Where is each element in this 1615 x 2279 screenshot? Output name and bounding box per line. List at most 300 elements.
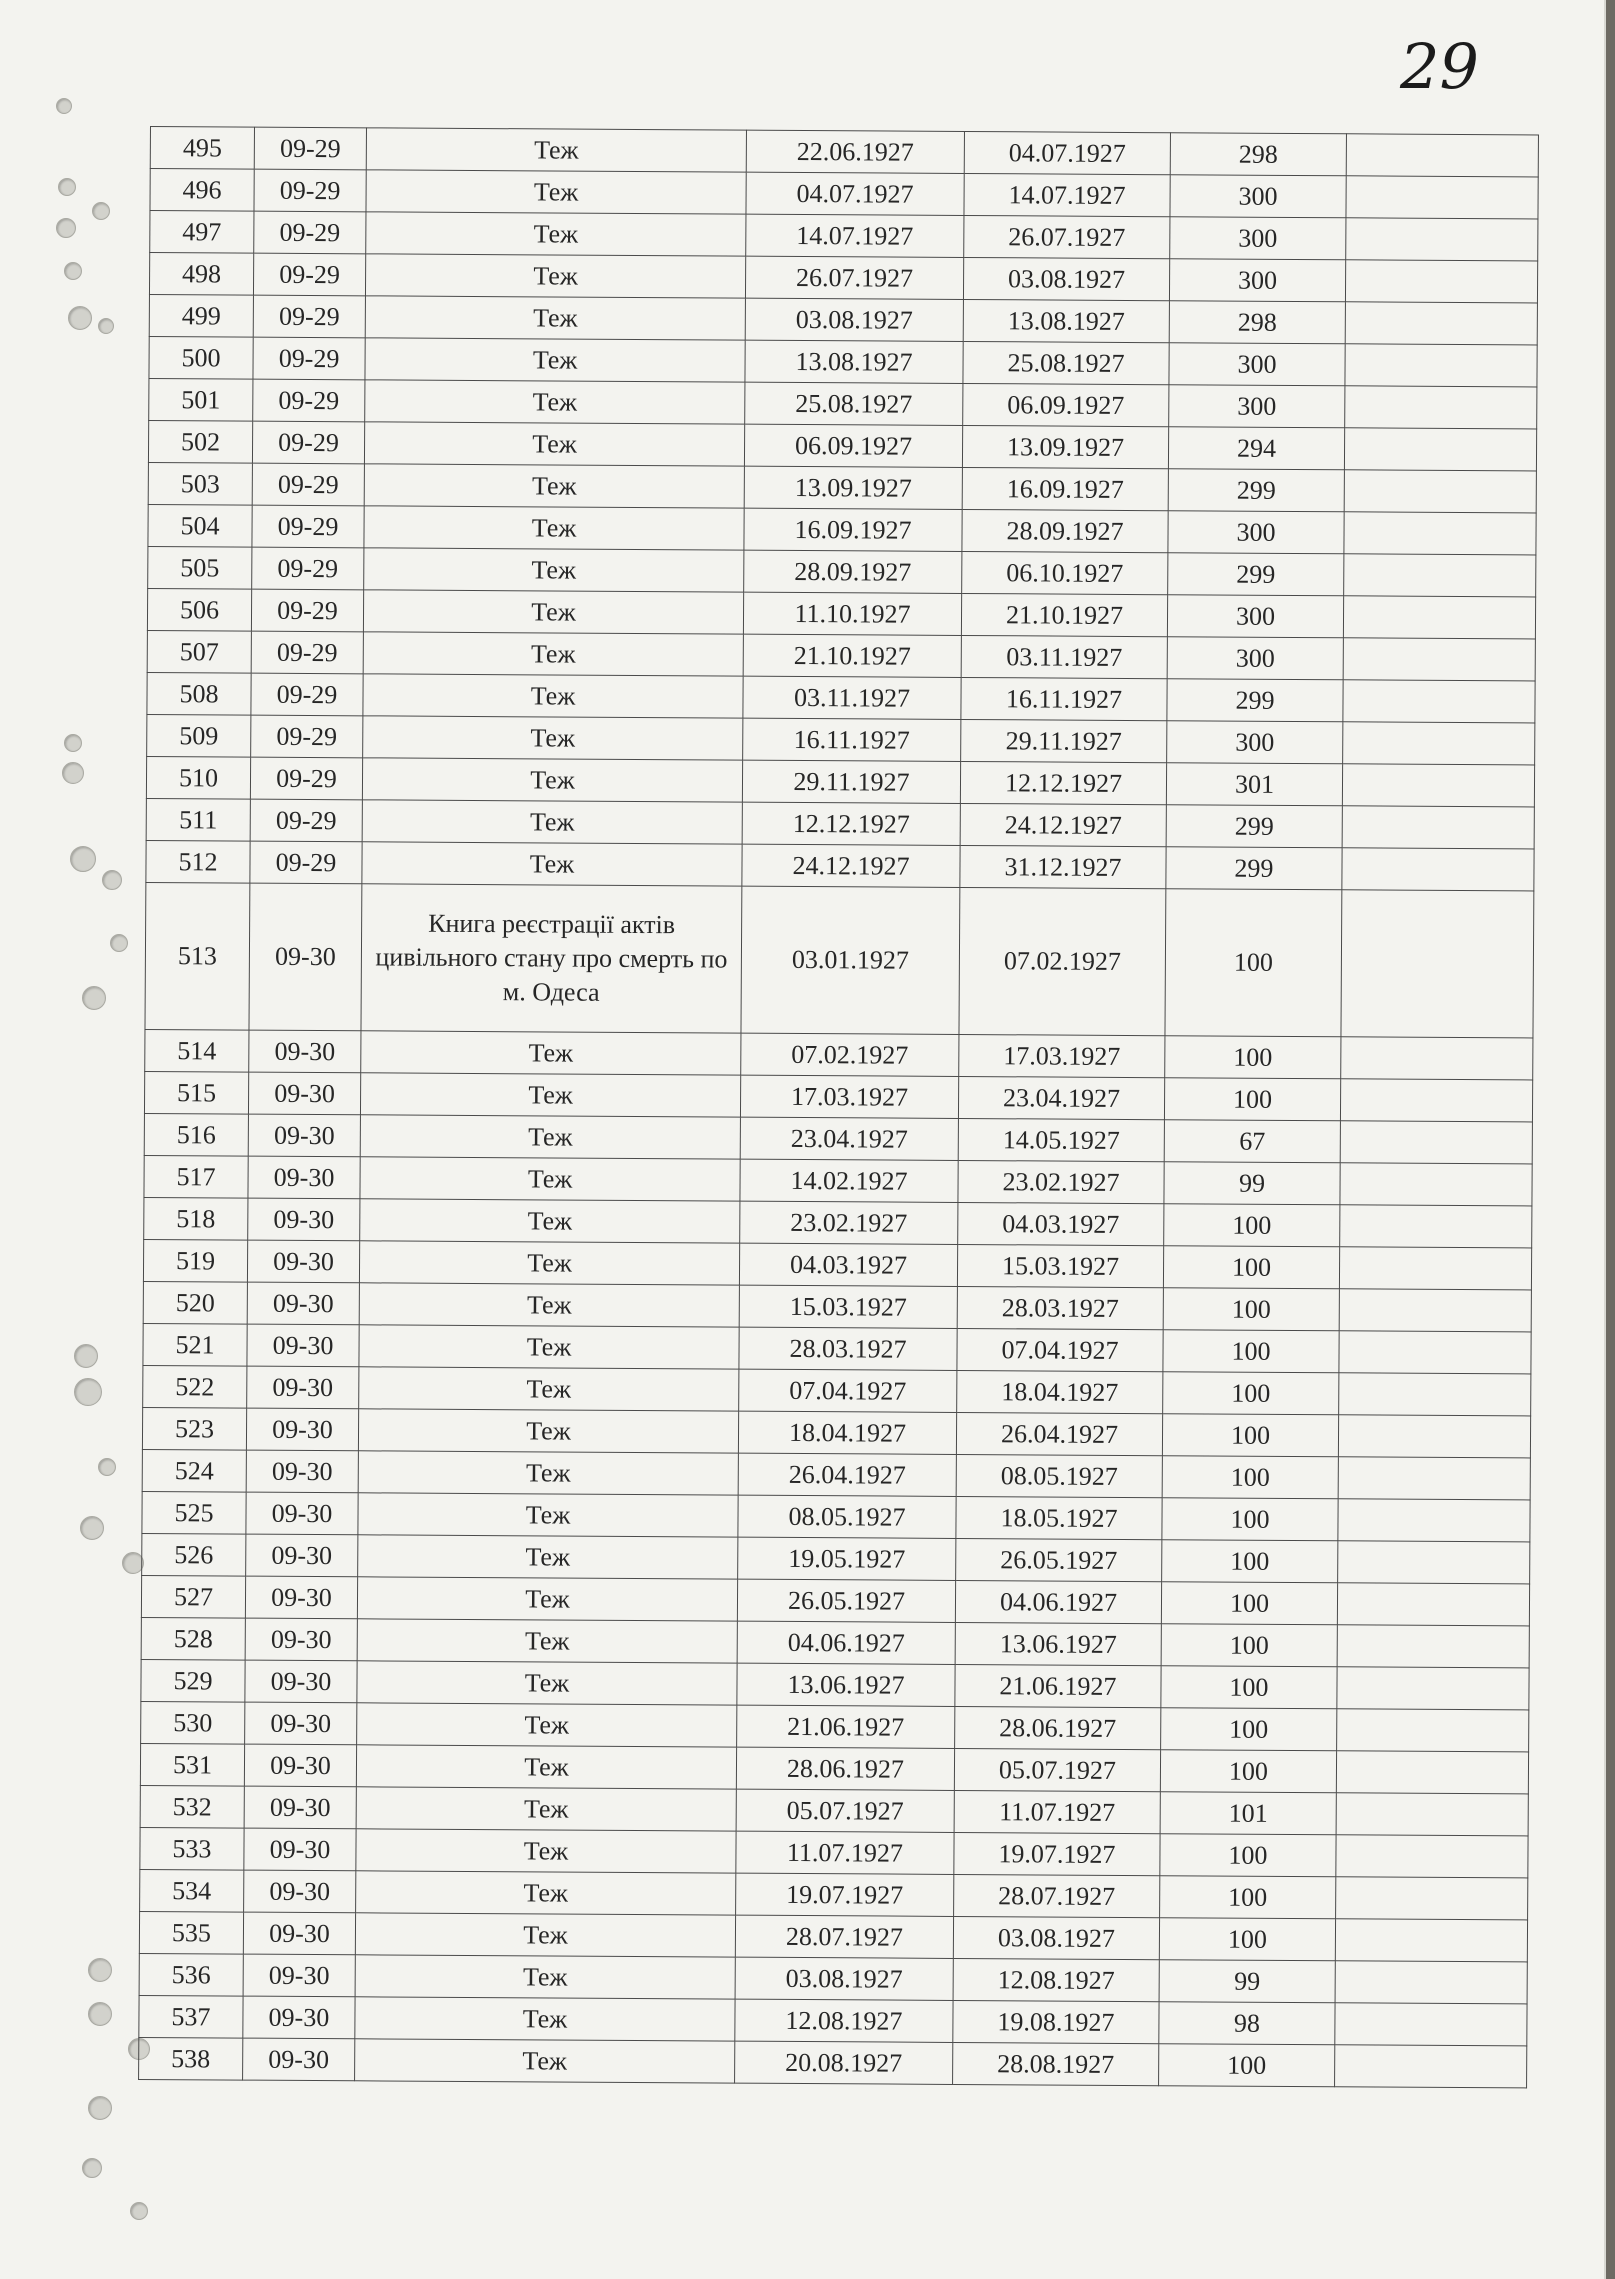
note-cell [1337, 1583, 1529, 1626]
start-date-cell: 28.09.1927 [744, 550, 962, 593]
sheet-count-cell: 100 [1162, 1498, 1338, 1541]
start-date-cell: 03.08.1927 [735, 1957, 953, 2000]
description-cell: Теж [356, 1829, 736, 1873]
fund-code-cell: 09-30 [246, 1534, 358, 1577]
start-date-cell: 05.07.1927 [736, 1789, 954, 1832]
end-date-cell: 14.05.1927 [958, 1118, 1164, 1161]
row-number-cell: 528 [141, 1617, 245, 1660]
end-date-cell: 16.11.1927 [961, 677, 1167, 720]
row-number-cell: 529 [141, 1659, 245, 1702]
note-cell [1344, 554, 1536, 597]
end-date-cell: 14.07.1927 [964, 173, 1170, 216]
fund-code-cell: 09-29 [250, 799, 362, 842]
punch-hole [88, 1958, 112, 1982]
sheet-count-cell: 100 [1161, 1582, 1337, 1625]
end-date-cell: 03.08.1927 [953, 1916, 1159, 1959]
sheet-count-cell: 100 [1165, 1036, 1341, 1079]
start-date-cell: 19.05.1927 [738, 1537, 956, 1580]
description-cell: Книга реєстрації актів цивільного стану про смерть по м. Одеса [361, 884, 742, 1033]
fund-code-cell: 09-30 [246, 1492, 358, 1535]
fund-code-cell: 09-29 [254, 127, 366, 170]
fund-code-cell: 09-29 [250, 841, 362, 884]
row-number-cell: 510 [146, 756, 250, 799]
description-cell: Теж [355, 1913, 735, 1957]
row-number-cell: 499 [149, 294, 253, 337]
note-cell [1339, 1247, 1531, 1290]
row-number-cell: 495 [150, 127, 254, 170]
note-cell [1335, 2003, 1527, 2046]
start-date-cell: 06.09.1927 [744, 424, 962, 467]
fund-code-cell: 09-30 [247, 1366, 359, 1409]
end-date-cell: 06.09.1927 [963, 383, 1169, 426]
handwritten-page-number: 29 [1400, 30, 1479, 103]
punch-hole [56, 218, 76, 238]
description-cell: Теж [357, 1661, 737, 1705]
fund-code-cell: 09-30 [244, 1870, 356, 1913]
start-date-cell: 26.05.1927 [737, 1579, 955, 1622]
start-date-cell: 14.07.1927 [746, 214, 964, 257]
fund-code-cell: 09-30 [247, 1324, 359, 1367]
table-row [145, 882, 1534, 1037]
start-date-cell: 28.03.1927 [739, 1327, 957, 1370]
row-number-cell: 507 [147, 630, 251, 673]
note-cell [1345, 386, 1537, 429]
description-cell: Теж [359, 1241, 739, 1285]
row-number-cell: 534 [140, 1869, 244, 1912]
description-cell: Теж [359, 1325, 739, 1369]
sheet-count-cell: 299 [1166, 805, 1342, 848]
sheet-count-cell: 300 [1167, 721, 1343, 764]
end-date-cell: 18.05.1927 [956, 1496, 1162, 1539]
punch-hole [74, 1344, 98, 1368]
row-number-cell: 538 [139, 2037, 243, 2080]
end-date-cell: 03.11.1927 [961, 635, 1167, 678]
start-date-cell: 28.06.1927 [736, 1747, 954, 1790]
start-date-cell: 03.01.1927 [741, 886, 960, 1034]
sheet-count-cell: 294 [1168, 427, 1344, 470]
sheet-count-cell: 101 [1160, 1792, 1336, 1835]
start-date-cell: 04.06.1927 [737, 1621, 955, 1664]
sheet-count-cell: 100 [1161, 1708, 1337, 1751]
note-cell [1345, 260, 1537, 303]
start-date-cell: 22.06.1927 [746, 130, 964, 173]
row-number-cell: 509 [147, 714, 251, 757]
sheet-count-cell: 99 [1159, 1960, 1335, 2003]
fund-code-cell: 09-30 [248, 1114, 360, 1157]
punch-hole [98, 318, 114, 334]
fund-code-cell: 09-30 [243, 1912, 355, 1955]
sheet-count-cell: 100 [1160, 1750, 1336, 1793]
row-number-cell: 501 [149, 378, 253, 421]
note-cell [1346, 218, 1538, 261]
fund-code-cell: 09-29 [253, 337, 365, 380]
description-cell: Теж [365, 380, 745, 424]
description-cell: Теж [365, 338, 745, 382]
note-cell [1336, 1751, 1528, 1794]
end-date-cell: 23.02.1927 [958, 1160, 1164, 1203]
fund-code-cell: 09-29 [253, 379, 365, 422]
fund-code-cell: 09-30 [244, 1828, 356, 1871]
start-date-cell: 12.08.1927 [735, 1999, 953, 2042]
row-number-cell: 512 [146, 840, 250, 883]
sheet-count-cell: 299 [1168, 469, 1344, 512]
description-cell: Теж [365, 296, 745, 340]
row-number-cell: 521 [143, 1323, 247, 1366]
punch-hole [88, 2002, 112, 2026]
sheet-count-cell: 100 [1164, 1078, 1340, 1121]
start-date-cell: 04.03.1927 [739, 1243, 957, 1286]
description-cell: Теж [360, 1073, 740, 1117]
note-cell [1344, 512, 1536, 555]
end-date-cell: 19.07.1927 [954, 1832, 1160, 1875]
note-cell [1341, 890, 1534, 1038]
row-number-cell: 520 [143, 1281, 247, 1324]
start-date-cell: 15.03.1927 [739, 1285, 957, 1328]
sheet-count-cell: 67 [1164, 1120, 1340, 1163]
row-number-cell: 514 [145, 1029, 249, 1072]
row-number-cell: 513 [145, 882, 250, 1030]
start-date-cell: 12.12.1927 [742, 802, 960, 845]
end-date-cell: 19.08.1927 [953, 2000, 1159, 2043]
row-number-cell: 522 [143, 1365, 247, 1408]
sheet-count-cell: 298 [1169, 301, 1345, 344]
end-date-cell: 12.08.1927 [953, 1958, 1159, 2001]
fund-code-cell: 09-30 [247, 1282, 359, 1325]
row-number-cell: 527 [141, 1575, 245, 1618]
description-cell: Теж [355, 1955, 735, 1999]
description-cell: Теж [356, 1745, 736, 1789]
end-date-cell: 24.12.1927 [960, 803, 1166, 846]
note-cell [1346, 134, 1538, 177]
sheet-count-cell: 299 [1168, 553, 1344, 596]
sheet-count-cell: 100 [1163, 1372, 1339, 1415]
end-date-cell: 12.12.1927 [960, 761, 1166, 804]
fund-code-cell: 09-30 [246, 1408, 358, 1451]
sheet-count-cell: 100 [1161, 1624, 1337, 1667]
row-number-cell: 503 [148, 462, 252, 505]
note-cell [1340, 1121, 1532, 1164]
fund-code-cell: 09-30 [248, 1198, 360, 1241]
description-cell: Теж [366, 128, 746, 172]
row-number-cell: 496 [150, 169, 254, 212]
row-number-cell: 517 [144, 1155, 248, 1198]
note-cell [1336, 1793, 1528, 1836]
note-cell [1336, 1835, 1528, 1878]
note-cell [1344, 470, 1536, 513]
start-date-cell: 11.10.1927 [743, 592, 961, 635]
description-cell: Теж [364, 548, 744, 592]
end-date-cell: 26.07.1927 [964, 215, 1170, 258]
fund-code-cell: 09-30 [244, 1786, 356, 1829]
description-cell: Теж [362, 758, 742, 802]
register-table-body [139, 127, 1539, 2088]
end-date-cell: 17.03.1927 [959, 1034, 1165, 1077]
start-date-cell: 24.12.1927 [742, 844, 960, 887]
row-number-cell: 535 [139, 1911, 243, 1954]
fund-code-cell: 09-29 [254, 211, 366, 254]
note-cell [1342, 764, 1534, 807]
note-cell [1340, 1079, 1532, 1122]
end-date-cell: 16.09.1927 [962, 467, 1168, 510]
table-row [139, 2037, 1527, 2087]
description-cell: Теж [363, 674, 743, 718]
description-cell: Теж [360, 1199, 740, 1243]
description-cell: Теж [360, 1157, 740, 1201]
sheet-count-cell: 100 [1160, 1876, 1336, 1919]
description-cell: Теж [364, 464, 744, 508]
start-date-cell: 23.04.1927 [740, 1117, 958, 1160]
end-date-cell: 18.04.1927 [957, 1370, 1163, 1413]
row-number-cell: 519 [143, 1239, 247, 1282]
end-date-cell: 05.07.1927 [954, 1748, 1160, 1791]
note-cell [1337, 1709, 1529, 1752]
end-date-cell: 25.08.1927 [963, 341, 1169, 384]
fund-code-cell: 09-30 [245, 1618, 357, 1661]
description-cell: Теж [364, 506, 744, 550]
note-cell [1340, 1163, 1532, 1206]
start-date-cell: 07.04.1927 [739, 1369, 957, 1412]
fund-code-cell: 09-29 [253, 295, 365, 338]
sheet-count-cell: 100 [1159, 1918, 1335, 1961]
note-cell [1335, 2045, 1527, 2088]
note-cell [1339, 1289, 1531, 1332]
sheet-count-cell: 100 [1161, 1666, 1337, 1709]
sheet-count-cell: 299 [1166, 847, 1342, 890]
start-date-cell: 08.05.1927 [738, 1495, 956, 1538]
start-date-cell: 26.07.1927 [745, 256, 963, 299]
start-date-cell: 28.07.1927 [735, 1915, 953, 1958]
register-table [138, 126, 1539, 2088]
fund-code-cell: 09-30 [245, 1576, 357, 1619]
punch-hole [98, 1458, 116, 1476]
end-date-cell: 04.07.1927 [964, 131, 1170, 174]
sheet-count-cell: 100 [1164, 1204, 1340, 1247]
note-cell [1345, 344, 1537, 387]
row-number-cell: 526 [142, 1533, 246, 1576]
start-date-cell: 17.03.1927 [740, 1075, 958, 1118]
start-date-cell: 21.10.1927 [743, 634, 961, 677]
start-date-cell: 04.07.1927 [746, 172, 964, 215]
note-cell [1338, 1415, 1530, 1458]
punch-hole [82, 986, 106, 1010]
punch-hole [74, 1378, 102, 1406]
end-date-cell: 28.07.1927 [954, 1874, 1160, 1917]
start-date-cell: 13.08.1927 [745, 340, 963, 383]
fund-code-cell: 09-30 [243, 2038, 355, 2081]
fund-code-cell: 09-30 [249, 883, 362, 1031]
start-date-cell: 20.08.1927 [735, 2041, 953, 2084]
start-date-cell: 25.08.1927 [745, 382, 963, 425]
note-cell [1335, 1919, 1527, 1962]
description-cell: Теж [358, 1535, 738, 1579]
row-number-cell: 525 [142, 1491, 246, 1534]
description-cell: Теж [360, 1115, 740, 1159]
fund-code-cell: 09-29 [251, 715, 363, 758]
end-date-cell: 07.02.1927 [959, 887, 1166, 1035]
note-cell [1343, 638, 1535, 681]
row-number-cell: 532 [140, 1785, 244, 1828]
punch-hole [56, 98, 72, 114]
end-date-cell: 04.03.1927 [958, 1202, 1164, 1245]
description-cell: Теж [362, 800, 742, 844]
description-cell: Теж [357, 1577, 737, 1621]
punch-hole [88, 2096, 112, 2120]
sheet-count-cell: 100 [1165, 889, 1342, 1037]
description-cell: Теж [355, 1997, 735, 2041]
note-cell [1339, 1373, 1531, 1416]
note-cell [1338, 1541, 1530, 1584]
sheet-count-cell: 300 [1170, 175, 1346, 218]
description-cell: Теж [366, 170, 746, 214]
fund-code-cell: 09-30 [249, 1030, 361, 1073]
start-date-cell: 03.11.1927 [743, 676, 961, 719]
end-date-cell: 28.06.1927 [955, 1706, 1161, 1749]
row-number-cell: 531 [140, 1743, 244, 1786]
row-number-cell: 502 [148, 420, 252, 463]
sheet-count-cell: 301 [1166, 763, 1342, 806]
fund-code-cell: 09-29 [251, 631, 363, 674]
start-date-cell: 19.07.1927 [736, 1873, 954, 1916]
end-date-cell: 13.08.1927 [963, 299, 1169, 342]
sheet-count-cell: 300 [1168, 511, 1344, 554]
description-cell: Теж [363, 716, 743, 760]
description-cell: Теж [365, 254, 745, 298]
sheet-count-cell: 100 [1159, 2044, 1335, 2087]
fund-code-cell: 09-30 [243, 1954, 355, 1997]
fund-code-cell: 09-29 [252, 505, 364, 548]
punch-hole [82, 2158, 102, 2178]
end-date-cell: 28.03.1927 [957, 1286, 1163, 1329]
fund-code-cell: 09-30 [244, 1744, 356, 1787]
note-cell [1346, 176, 1538, 219]
description-cell: Теж [366, 212, 746, 256]
fund-code-cell: 09-29 [252, 463, 364, 506]
sheet-count-cell: 100 [1162, 1540, 1338, 1583]
end-date-cell: 11.07.1927 [954, 1790, 1160, 1833]
sheet-count-cell: 300 [1169, 259, 1345, 302]
end-date-cell: 29.11.1927 [961, 719, 1167, 762]
end-date-cell: 04.06.1927 [955, 1580, 1161, 1623]
description-cell: Теж [359, 1367, 739, 1411]
fund-code-cell: 09-29 [250, 757, 362, 800]
end-date-cell: 13.09.1927 [962, 425, 1168, 468]
end-date-cell: 15.03.1927 [957, 1244, 1163, 1287]
row-number-cell: 508 [147, 672, 251, 715]
end-date-cell: 28.09.1927 [962, 509, 1168, 552]
description-cell: Теж [362, 842, 742, 886]
sheet-count-cell: 98 [1159, 2002, 1335, 2045]
description-cell: Теж [358, 1409, 738, 1453]
punch-hole [80, 1516, 104, 1540]
start-date-cell: 13.09.1927 [744, 466, 962, 509]
start-date-cell: 07.02.1927 [741, 1033, 959, 1076]
sheet-count-cell: 100 [1162, 1414, 1338, 1457]
fund-code-cell: 09-30 [245, 1660, 357, 1703]
punch-hole [110, 934, 128, 952]
note-cell [1345, 302, 1537, 345]
end-date-cell: 21.10.1927 [961, 593, 1167, 636]
start-date-cell: 18.04.1927 [738, 1411, 956, 1454]
note-cell [1337, 1625, 1529, 1668]
row-number-cell: 515 [144, 1071, 248, 1114]
description-cell: Теж [356, 1787, 736, 1831]
row-number-cell: 498 [149, 253, 253, 296]
note-cell [1339, 1331, 1531, 1374]
sheet-count-cell: 100 [1160, 1834, 1336, 1877]
fund-code-cell: 09-29 [251, 673, 363, 716]
punch-hole [58, 178, 76, 196]
sheet-count-cell: 300 [1167, 595, 1343, 638]
description-cell: Теж [359, 1283, 739, 1327]
note-cell [1343, 680, 1535, 723]
end-date-cell: 23.04.1927 [958, 1076, 1164, 1119]
fund-code-cell: 09-30 [248, 1072, 360, 1115]
start-date-cell: 13.06.1927 [737, 1663, 955, 1706]
row-number-cell: 504 [148, 504, 252, 547]
description-cell: Теж [358, 1451, 738, 1495]
description-cell: Теж [358, 1493, 738, 1537]
description-cell: Теж [363, 590, 743, 634]
note-cell [1338, 1499, 1530, 1542]
note-cell [1340, 1205, 1532, 1248]
start-date-cell: 16.09.1927 [744, 508, 962, 551]
start-date-cell: 03.08.1927 [745, 298, 963, 341]
row-number-cell: 524 [142, 1449, 246, 1492]
row-number-cell: 516 [144, 1113, 248, 1156]
punch-hole [70, 846, 96, 872]
start-date-cell: 11.07.1927 [736, 1831, 954, 1874]
fund-code-cell: 09-30 [247, 1240, 359, 1283]
punch-hole [68, 306, 92, 330]
fund-code-cell: 09-29 [252, 547, 364, 590]
description-cell: Теж [355, 2039, 735, 2083]
note-cell [1336, 1877, 1528, 1920]
description-cell: Теж [361, 1031, 741, 1075]
end-date-cell: 26.04.1927 [956, 1412, 1162, 1455]
note-cell [1342, 848, 1534, 891]
row-number-cell: 500 [149, 336, 253, 379]
end-date-cell: 08.05.1927 [956, 1454, 1162, 1497]
note-cell [1338, 1457, 1530, 1500]
description-cell: Теж [363, 632, 743, 676]
fund-code-cell: 09-30 [245, 1702, 357, 1745]
description-cell: Теж [357, 1703, 737, 1747]
fund-code-cell: 09-29 [252, 421, 364, 464]
end-date-cell: 06.10.1927 [962, 551, 1168, 594]
note-cell [1335, 1961, 1527, 2004]
start-date-cell: 21.06.1927 [737, 1705, 955, 1748]
fund-code-cell: 09-30 [246, 1450, 358, 1493]
end-date-cell: 26.05.1927 [956, 1538, 1162, 1581]
note-cell [1343, 722, 1535, 765]
sheet-count-cell: 300 [1169, 343, 1345, 386]
sheet-count-cell: 100 [1163, 1246, 1339, 1289]
note-cell [1344, 428, 1536, 471]
punch-hole [92, 202, 110, 220]
row-number-cell: 537 [139, 1995, 243, 2038]
row-number-cell: 530 [141, 1701, 245, 1744]
punch-hole [64, 734, 82, 752]
note-cell [1341, 1037, 1533, 1080]
description-cell: Теж [364, 422, 744, 466]
sheet-count-cell: 100 [1162, 1456, 1338, 1499]
fund-code-cell: 09-29 [253, 253, 365, 296]
end-date-cell: 28.08.1927 [953, 2042, 1159, 2085]
punch-hole [102, 870, 122, 890]
fund-code-cell: 09-30 [243, 1996, 355, 2039]
row-number-cell: 511 [146, 798, 250, 841]
end-date-cell: 21.06.1927 [955, 1664, 1161, 1707]
